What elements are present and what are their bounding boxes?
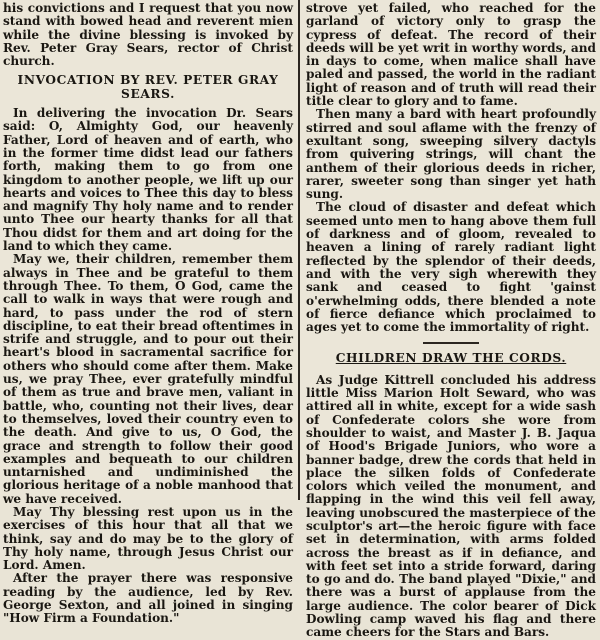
invocation-paragraph-2: May we, their children, remember them always in Thee and be grateful to them through Thee. To them, O God, came the call to walk in ways that were rough and hard, to pass under the rod of stern discipline, to eat their bread oftentimes in strife and struggle, and to pour out their heart's blood in sacramental sacrifice for others who should come after them. Make us, we pray Thee, ever gratefully mindful of them as true and brave men, valiant in battle, who, counting not their lives, dear to themselves, loved their country even to the death. And give to us, O God, the grace and strength to follow their good examples and bequeath to our children untarnished and undiminished the glorious heritage of a noble manhood that we have received. — [3, 252, 293, 506]
right-paragraph-3: The cloud of disaster and defeat which seemed unto men to hang above them full of darkness and of gloom, revealed to heaven a lining of rarely radiant light reflected by the splendor of their deeds, and with the very sigh wherewith they sank and ceased to fight 'gainst o'erwhelming odds, there blended a note of fierce defiance which proclaimed to ages yet to come the immortality of right. — [306, 200, 596, 335]
invocation-paragraph-1: In delivering the invocation Dr. Sears said: O, Almighty God, our heavenly Father, Lord of heaven and of earth, who in the former time didst lead our fathers forth, making them to go from one kingdom to another people, we lift up our hearts and voices to Thee this day to bless and magnify Thy holy name and to render unto Thee our hearty thanks for all that Thou didst for them and art doing for the land to which they came. — [3, 106, 293, 254]
invocation-heading: INVOCATION BY REV. PETER GRAY SEARS. — [17, 73, 279, 101]
intro-paragraph: his convictions and I request that you now stand with bowed head and reverent mien while the divine blessing is invoked by Rev. Peter Gray Sears, rector of Christ church. — [3, 1, 293, 69]
column-rule — [298, 0, 300, 500]
right-paragraph-2: Then many a bard with heart profoundly stirred and soul aflame with the frenzy of exultant song, sweeping silvery dactyls from quivering strings, will chant the anthem of their glorious deeds in richer, rarer, sweeter song than singer yet hath sung. — [306, 107, 596, 202]
left-column — [3, 1, 293, 626]
invocation-paragraph-3: May Thy blessing rest upon us in the exercises of this hour that all that we think, say and do may be to the glory of Thy holy name, through Jesus Christ our Lord. Amen. — [3, 504, 293, 573]
section-divider — [423, 342, 479, 344]
children-paragraph: As Judge Kittrell concluded his address little Miss Marion Holt Seward, who was attired all in white, except for a wide sash of Confederate colors she wore from shoulder to waist, and Master J. B. Jaqua of Hood's Brigade Juniors, who wore a banner badge, drew the cords that held in place the silken folds of Confederate colors which veiled the monument, and flapping in the wind this veil fell away, leaving unobscured the masterpiece of the sculptor's art—the heroic figure with face set in determination, with arms folded across the breast as if in defiance, and with feet set into a stride forward, daring to go and do. The band played "Dixie," and there was a burst of applause from the large audience. The color bearer of Dick Dowling camp waved his flag and there came cheers for the Stars and Bars. — [306, 372, 596, 640]
responsive-reading-paragraph: After the prayer there was responsive reading by the audience, led by Rev. George Sexton, and all joined in singing "How Firm a Foundation." — [3, 571, 293, 626]
right-column — [306, 1, 596, 640]
children-heading: CHILDREN DRAW THE CORDS. — [335, 351, 567, 366]
right-paragraph-1: strove yet failed, who reached for the garland of victory only to grasp the cypress of defeat. The record of their deeds will be yet writ in worthy words, and in days to come, when malice shall have paled and passed, the world in the radiant light of reason and of truth will read their title clear to glory and to fame. — [306, 1, 596, 109]
